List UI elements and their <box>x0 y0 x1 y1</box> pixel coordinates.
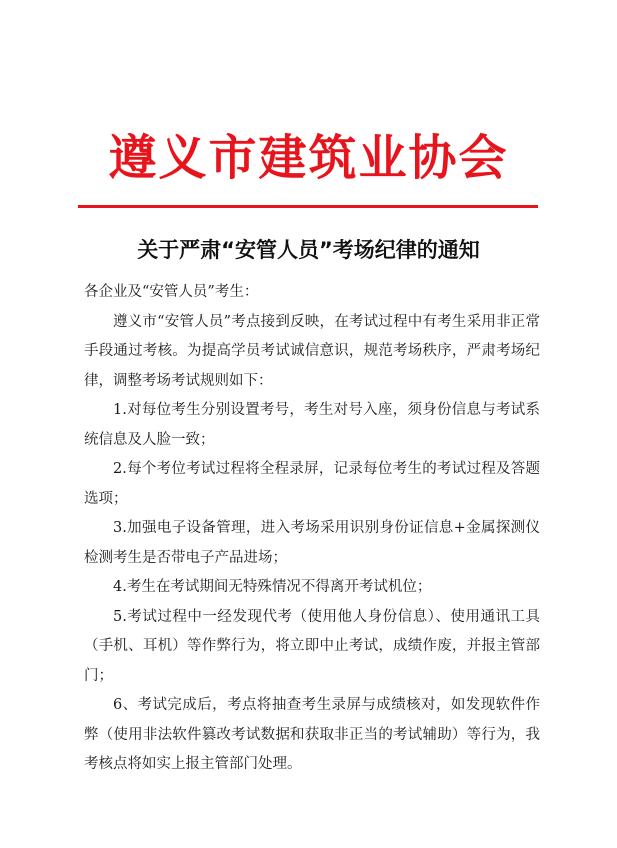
header-divider <box>78 205 538 208</box>
rule-item-2: 2.每个考位考试过程将全程录屏，记录每位考生的考试过程及答题选项； <box>84 461 540 507</box>
organization-header: 遵义市建筑业协会 <box>108 130 509 186</box>
rule-item-3: 3.加强电子设备管理，进入考场采用识别身份证信息+金属探测仪检测考生是否带电子产品进场； <box>84 520 540 566</box>
rule-item-4: 4.考生在考试期间无特殊情况不得离开考试机位； <box>113 579 432 595</box>
notice-title: 关于严肃“安管人员”考场纪律的通知 <box>137 238 480 262</box>
rule-item-6: 6、考试完成后，考点将抽查考生录屏与成绩核对，如发现软件作弊（使用非法软件篡改考试数据和获取非正当的考试辅助）等行为，我考核点将如实上报主管部门处理。 <box>84 697 540 772</box>
rule-item-1: 1.对每位考生分别设置考号，考生对号入座，须身份信息与考试系统信息及人脸一致； <box>84 402 540 448</box>
intro-paragraph: 遵义市“安管人员”考点接到反映，在考试过程中有考生采用非正常手段通过考核。为提高学员考试诚信意识，规范考场秩序，严肃考场纪律，调整考场考试规则如下： <box>84 313 540 389</box>
rule-item-5: 5.考试过程中一经发现代考（使用他人身份信息）、使用通讯工具（手机、耳机）等作弊行为，将立即中止考试，成绩作废，并报主管部门； <box>84 608 540 684</box>
notice-body <box>84 278 540 780</box>
salutation: 各企业及“安管人员”考生： <box>84 284 259 300</box>
